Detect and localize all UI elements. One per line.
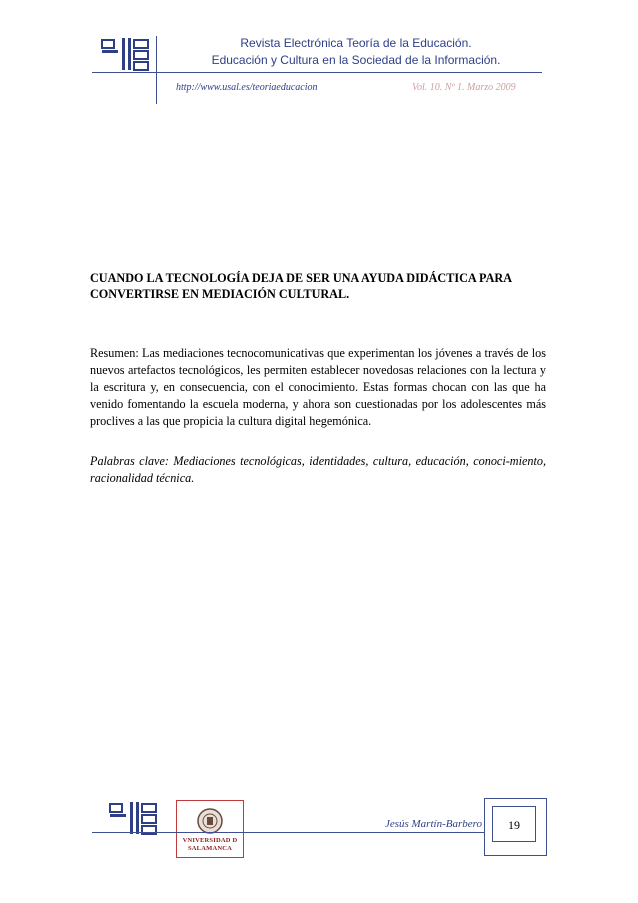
university-seal-icon <box>197 807 223 835</box>
page-number: 19 <box>508 818 520 832</box>
header-vertical-rule <box>156 36 157 104</box>
issue-info: Vol. 10. Nº 1. Marzo 2009 <box>412 82 516 93</box>
header-horizontal-rule <box>92 72 542 73</box>
journal-logo-footer-icon <box>108 800 160 836</box>
article-title: CUANDO LA TECNOLOGÍA DEJA DE SER UNA AYUDA DIDÁCTICA PARA CONVERTIRSE EN MEDIACIÓN CULTURAL. <box>90 271 512 301</box>
article-abstract: Resumen: Las mediaciones tecnocomunicativas que experimentan los jóvenes a través de los nuevos artefactos tecnológicos, les permiten establecer novedosas relaciones con la lectura y la escritura y, en consecuencia, con el conocimiento. Estas formas chocan con las que ha venido fomentando la escuela moderna, y ahora son cuestionadas por los adolescentes más proclives a las que propicia la cultura digital hegemónica. <box>90 346 546 428</box>
journal-logo-icon <box>100 36 152 72</box>
university-logo <box>176 800 244 858</box>
page-header <box>0 0 638 115</box>
journal-title: Revista Electrónica Teoría de la Educación. <box>240 36 472 50</box>
journal-subtitle: Educación y Cultura en la Sociedad de la Información. <box>211 53 501 67</box>
footer-horizontal-rule <box>92 832 484 833</box>
journal-url[interactable]: http://www.usal.es/teoriaeducacion <box>176 82 318 93</box>
article-keywords: Palabras clave: Mediaciones tecnológicas, identidades, cultura, educación, conoci-miento, racionalidad técnica. <box>90 454 546 485</box>
author-name: Jesús Martín-Barbero <box>384 818 482 830</box>
university-name: VNIVERSIDAD D SALAMANCA <box>182 837 238 852</box>
